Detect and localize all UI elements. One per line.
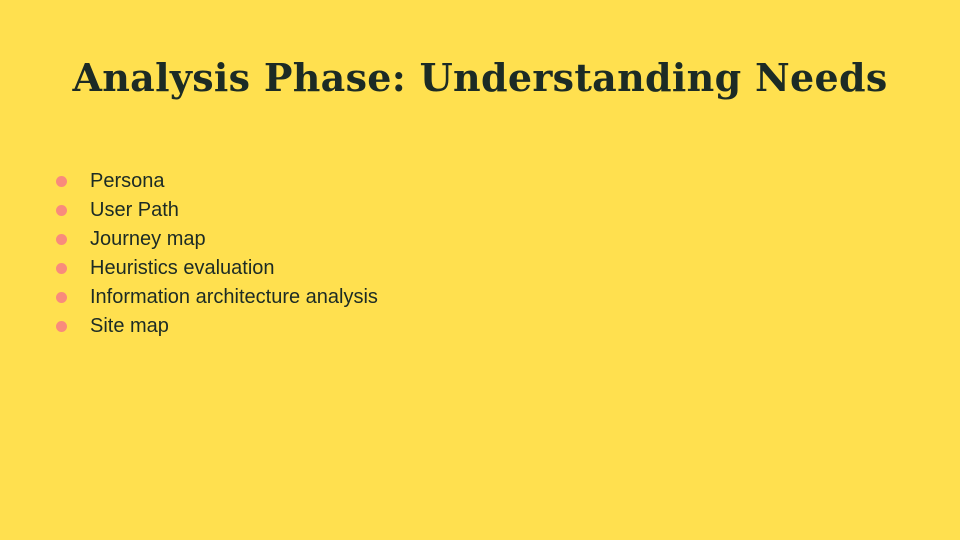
bullet-text: Site map <box>90 315 169 337</box>
slide-title: Analysis Phase: Understanding Needs <box>72 55 888 100</box>
bullet-item <box>56 283 378 312</box>
bullet-item <box>56 254 378 283</box>
bullet-dot-icon <box>56 292 67 303</box>
bullet-dot-icon <box>56 205 67 216</box>
bullet-text: Heuristics evaluation <box>90 257 275 279</box>
bullet-item <box>56 225 378 254</box>
bullet-dot-icon <box>56 263 67 274</box>
bullet-list <box>56 167 378 341</box>
bullet-text: Information architecture analysis <box>90 286 378 308</box>
bullet-text: User Path <box>90 199 179 221</box>
bullet-dot-icon <box>56 321 67 332</box>
bullet-text: Journey map <box>90 228 206 250</box>
bullet-item <box>56 167 378 196</box>
bullet-dot-icon <box>56 234 67 245</box>
bullet-item <box>56 312 378 341</box>
bullet-text: Persona <box>90 170 165 192</box>
bullet-item <box>56 196 378 225</box>
bullet-dot-icon <box>56 176 67 187</box>
